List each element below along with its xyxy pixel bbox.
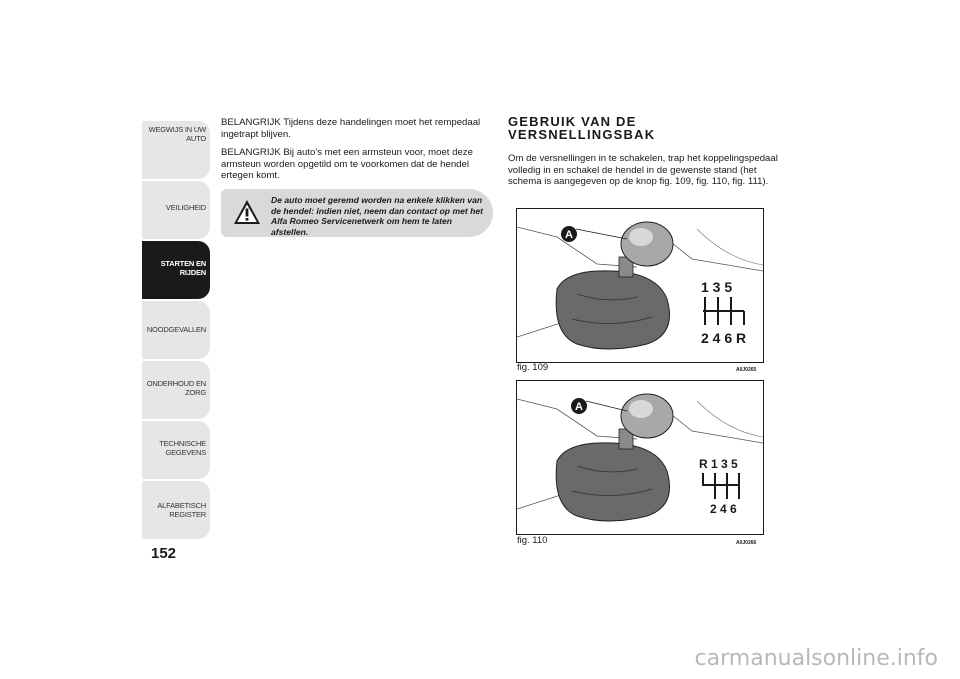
- callout-label: A: [575, 401, 583, 413]
- tab-label: TECHNISCHE: [159, 439, 206, 448]
- heading-line: GEBRUIK VAN DE: [508, 114, 637, 129]
- warning-text: De auto moet geremd worden na enkele klikken van de hendel: indien niet, neem dan contact op met het Alfa Romeo Servicenetwerk om hem te laten afstellen.: [271, 195, 484, 237]
- shift-pattern-diagram: [701, 279, 746, 346]
- tab-label: ZORG: [185, 388, 206, 397]
- gear-bottom-row: 2 4 6 R: [701, 330, 747, 346]
- warning-triangle-icon: [233, 199, 261, 225]
- tab-starten-en-rijden[interactable]: [142, 241, 210, 299]
- gear-top-row: 1 3 5: [701, 279, 733, 295]
- section-heading: [508, 115, 655, 141]
- shift-pattern-diagram: [699, 457, 740, 516]
- tab-label: VEILIGHEID: [165, 203, 206, 212]
- figure-code: A0J0265: [736, 367, 757, 373]
- callout-label: A: [565, 229, 573, 241]
- heading-line: VERSNELLINGSBAK: [508, 127, 656, 142]
- tab-label: AUTO: [186, 134, 206, 143]
- tab-label: RIJDEN: [179, 268, 206, 277]
- tab-alfabetisch-register[interactable]: [142, 481, 210, 539]
- tab-label: WEGWIJS IN UW: [148, 125, 206, 134]
- tab-label: REGISTER: [169, 510, 206, 519]
- important-note-1: BELANGRIJK Tijdens deze handelingen moet het rempedaal ingetrapt blijven.: [221, 117, 481, 140]
- watermark: carmanualsonline.info: [694, 646, 938, 671]
- left-column: [221, 117, 496, 189]
- tab-label: GEGEVENS: [165, 448, 206, 457]
- gear-lever-illustration: [517, 209, 763, 362]
- tab-label: NOODGEVALLEN: [146, 325, 206, 334]
- tab-label: ALFABETISCH: [157, 501, 206, 510]
- page-number: 152: [151, 545, 177, 562]
- gear-bottom-row: 2 4 6: [710, 502, 737, 516]
- tab-wegwijs[interactable]: [142, 121, 210, 179]
- tab-noodgevallen[interactable]: [142, 301, 210, 359]
- tab-onderhoud-en-zorg[interactable]: [142, 361, 210, 419]
- figure-110: [516, 380, 764, 535]
- figure-code: A0J0266: [736, 540, 757, 546]
- figure-109: [516, 208, 764, 363]
- important-note-2: BELANGRIJK Bij auto's met een armsteun voor, moet deze armsteun worden opgetild om te voorkomen dat de hendel ertegen komt.: [221, 147, 473, 181]
- section-body: Om de versnellingen in te schakelen, trap het koppelingspedaal volledig in en schakel de hendel in de gewenste stand (het schema is aangegeven op de knop fig. 109, fig. 110, fig. 111).: [508, 153, 778, 187]
- tab-technische-gegevens[interactable]: [142, 421, 210, 479]
- warning-box: [221, 189, 493, 237]
- figure-caption: fig. 109: [517, 362, 549, 373]
- tab-label: ONDERHOUD EN: [146, 379, 206, 388]
- gear-top-row: R 1 3 5: [699, 457, 738, 471]
- tab-veiligheid[interactable]: [142, 181, 210, 239]
- figure-caption: fig. 110: [517, 535, 548, 546]
- tab-label: STARTEN EN: [160, 259, 206, 268]
- gear-lever-illustration: [517, 381, 763, 534]
